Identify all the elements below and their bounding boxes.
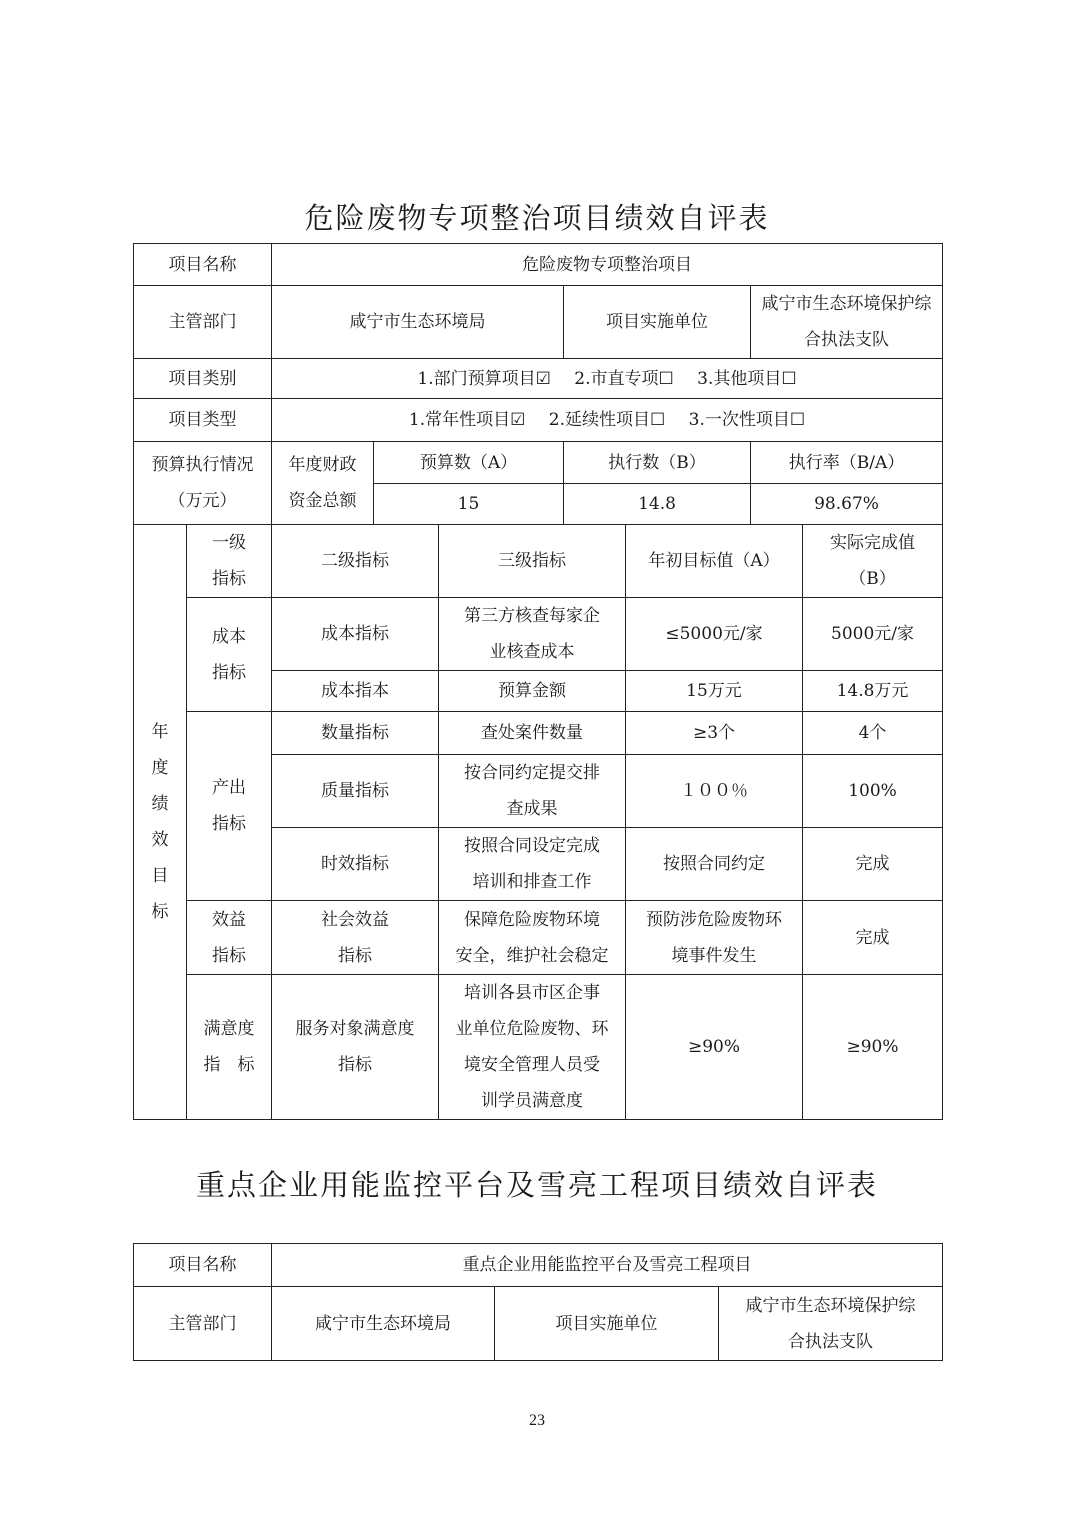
cost-level1-line-1: 成本 <box>212 626 246 647</box>
table2-impl-value <box>719 1287 943 1361</box>
cost-row1-target: ≤5000元/家 <box>626 598 803 671</box>
benefit-target <box>626 901 803 975</box>
table2-title: 重点企业用能监控平台及雪亮工程项目绩效自评表 <box>195 1168 878 1202</box>
satisfaction-level3-line-4: 训学员满意度 <box>481 1091 583 1111</box>
satisfaction-level3-line-2: 业单位危险废物、环 <box>455 1019 609 1039</box>
benefit-level2 <box>272 901 439 975</box>
category-option-2: 2.市直专项☐ <box>574 368 674 389</box>
satisfaction-level2-line-1: 服务对象满意度 <box>295 1019 415 1039</box>
benefit-level1-line-1: 效益 <box>212 909 246 930</box>
cost-row2-actual: 14.8万元 <box>803 671 943 712</box>
cost-row2-level2: 成本指本 <box>272 671 439 712</box>
dept-value: 咸宁市生态环境局 <box>272 286 564 359</box>
cost-row1-level3-line-2: 业核查成本 <box>489 642 575 662</box>
impl-value <box>751 286 943 359</box>
header-actual-line-2: （B） <box>849 569 896 589</box>
budget-col-b: 执行数（B） <box>564 442 751 484</box>
satisfaction-level3 <box>439 975 626 1120</box>
benefit-level2-line-2: 指标 <box>338 945 372 966</box>
satisfaction-level2 <box>272 975 439 1120</box>
satisfaction-level3-line-3: 境安全管理人员受 <box>464 1055 600 1075</box>
output-row2-level3 <box>439 755 626 828</box>
header-level3: 三级指标 <box>439 525 626 598</box>
type-option-2: 2.延续性项目☐ <box>548 410 666 430</box>
table2 <box>133 1243 943 1361</box>
table2-dept-value: 咸宁市生态环境局 <box>272 1287 495 1361</box>
table2-project-name-value: 重点企业用能监控平台及雪亮工程项目 <box>272 1244 943 1287</box>
benefit-level3 <box>439 901 626 975</box>
goal-label <box>134 525 187 1120</box>
dept-label: 主管部门 <box>134 286 272 359</box>
output-row3-level3-line-2: 培训和排查工作 <box>472 872 592 892</box>
category-options <box>272 359 943 399</box>
goal-char: 效 <box>151 830 169 850</box>
impl-line-1: 咸宁市生态环境保护综 <box>761 294 932 314</box>
fund-label-line-1: 年度财政 <box>288 455 357 475</box>
category-option-3: 3.其他项目☐ <box>697 368 797 389</box>
header-level1-line-1: 一级 <box>212 533 246 553</box>
output-row2-actual: 100% <box>803 755 943 828</box>
type-option-3: 3.一次性项目☐ <box>688 410 806 430</box>
satisfaction-level1-line-1: 满意度 <box>203 1019 255 1039</box>
output-level1 <box>187 712 272 901</box>
benefit-level3-line-2: 安全，维护社会稳定 <box>455 945 609 966</box>
budget-b-value: 14.8 <box>564 484 751 525</box>
header-target: 年初目标值（A） <box>626 525 803 598</box>
benefit-level1-line-2: 指标 <box>212 945 246 966</box>
output-row3-level2: 时效指标 <box>272 828 439 901</box>
satisfaction-level2-line-2: 指标 <box>338 1055 372 1075</box>
budget-label <box>134 442 272 525</box>
benefit-target-line-1: 预防涉危险废物环 <box>646 909 782 930</box>
output-row1-actual: 4个 <box>803 712 943 755</box>
output-row3-level3-line-1: 按照合同设定完成 <box>464 836 600 856</box>
impl-line-2: 合执法支队 <box>804 330 889 350</box>
goal-char: 绩 <box>151 794 169 814</box>
project-name-value: 危险废物专项整治项目 <box>272 244 943 286</box>
budget-rate-value: 98.67% <box>751 484 943 525</box>
goal-char: 年 <box>151 722 169 742</box>
satisfaction-level3-line-1: 培训各县市区企事 <box>464 983 600 1003</box>
table2-impl-line-1: 咸宁市生态环境保护综 <box>745 1295 916 1316</box>
header-level1 <box>187 525 272 598</box>
satisfaction-target: ≥90% <box>626 975 803 1120</box>
type-label: 项目类型 <box>134 399 272 442</box>
fund-label-line-2: 资金总额 <box>288 491 357 511</box>
benefit-target-line-2: 境事件发生 <box>671 945 757 966</box>
output-level1-line-2: 指标 <box>212 814 246 834</box>
output-row3-actual: 完成 <box>803 828 943 901</box>
table1 <box>133 243 943 1120</box>
type-option-1: 1.常年性项目☑ <box>408 410 526 430</box>
cost-row2-level3: 预算金额 <box>439 671 626 712</box>
output-row3-level3 <box>439 828 626 901</box>
benefit-actual: 完成 <box>803 901 943 975</box>
project-name-label: 项目名称 <box>134 244 272 286</box>
cost-row1-actual: 5000元/家 <box>803 598 943 671</box>
table2-project-name-label: 项目名称 <box>134 1244 272 1287</box>
table2-impl-line-2: 合执法支队 <box>788 1331 874 1352</box>
benefit-level2-line-1: 社会效益 <box>321 909 389 930</box>
output-level1-line-1: 产出 <box>212 778 246 798</box>
type-options <box>272 399 943 442</box>
table1-title: 危险废物专项整治项目绩效自评表 <box>304 201 770 235</box>
table2-dept-label: 主管部门 <box>134 1287 272 1361</box>
goal-char: 度 <box>151 758 169 778</box>
output-row1-target: ≥3个 <box>626 712 803 755</box>
output-row2-level3-line-1: 按合同约定提交排 <box>464 763 600 783</box>
budget-a-value: 15 <box>374 484 564 525</box>
benefit-level1 <box>187 901 272 975</box>
impl-label: 项目实施单位 <box>564 286 751 359</box>
output-row2-level2: 质量指标 <box>272 755 439 828</box>
cost-row1-level3 <box>439 598 626 671</box>
goal-char: 目 <box>151 866 169 886</box>
satisfaction-level1 <box>187 975 272 1120</box>
category-option-1: 1.部门预算项目☑ <box>417 368 551 389</box>
fund-label <box>272 442 374 525</box>
budget-label-line-2: （万元） <box>168 491 237 511</box>
cost-row1-level3-line-1: 第三方核查每家企 <box>464 606 600 626</box>
cost-level1 <box>187 598 272 712</box>
output-row1-level2: 数量指标 <box>272 712 439 755</box>
output-row1-level3: 查处案件数量 <box>439 712 626 755</box>
header-level2: 二级指标 <box>272 525 439 598</box>
cost-row2-target: 15万元 <box>626 671 803 712</box>
category-label: 项目类别 <box>134 359 272 399</box>
budget-label-line-1: 预算执行情况 <box>151 455 254 475</box>
cost-level1-line-2: 指标 <box>212 662 246 683</box>
output-row2-level3-line-2: 查成果 <box>506 799 558 819</box>
header-level1-line-2: 指标 <box>212 569 246 589</box>
header-actual <box>803 525 943 598</box>
satisfaction-actual: ≥90% <box>803 975 943 1120</box>
table2-impl-label: 项目实施单位 <box>495 1287 719 1361</box>
benefit-level3-line-1: 保障危险废物环境 <box>464 909 600 930</box>
page-number: 23 <box>529 1412 545 1429</box>
goal-char: 标 <box>151 902 169 922</box>
budget-col-a: 预算数（A） <box>374 442 564 484</box>
satisfaction-level1-line-2: 指 标 <box>203 1055 255 1075</box>
output-row3-target: 按照合同约定 <box>626 828 803 901</box>
cost-row1-level2: 成本指标 <box>272 598 439 671</box>
output-row2-target: １００％ <box>626 755 803 828</box>
budget-col-rate: 执行率（B/A） <box>751 442 943 484</box>
header-actual-line-1: 实际完成值 <box>830 533 915 553</box>
